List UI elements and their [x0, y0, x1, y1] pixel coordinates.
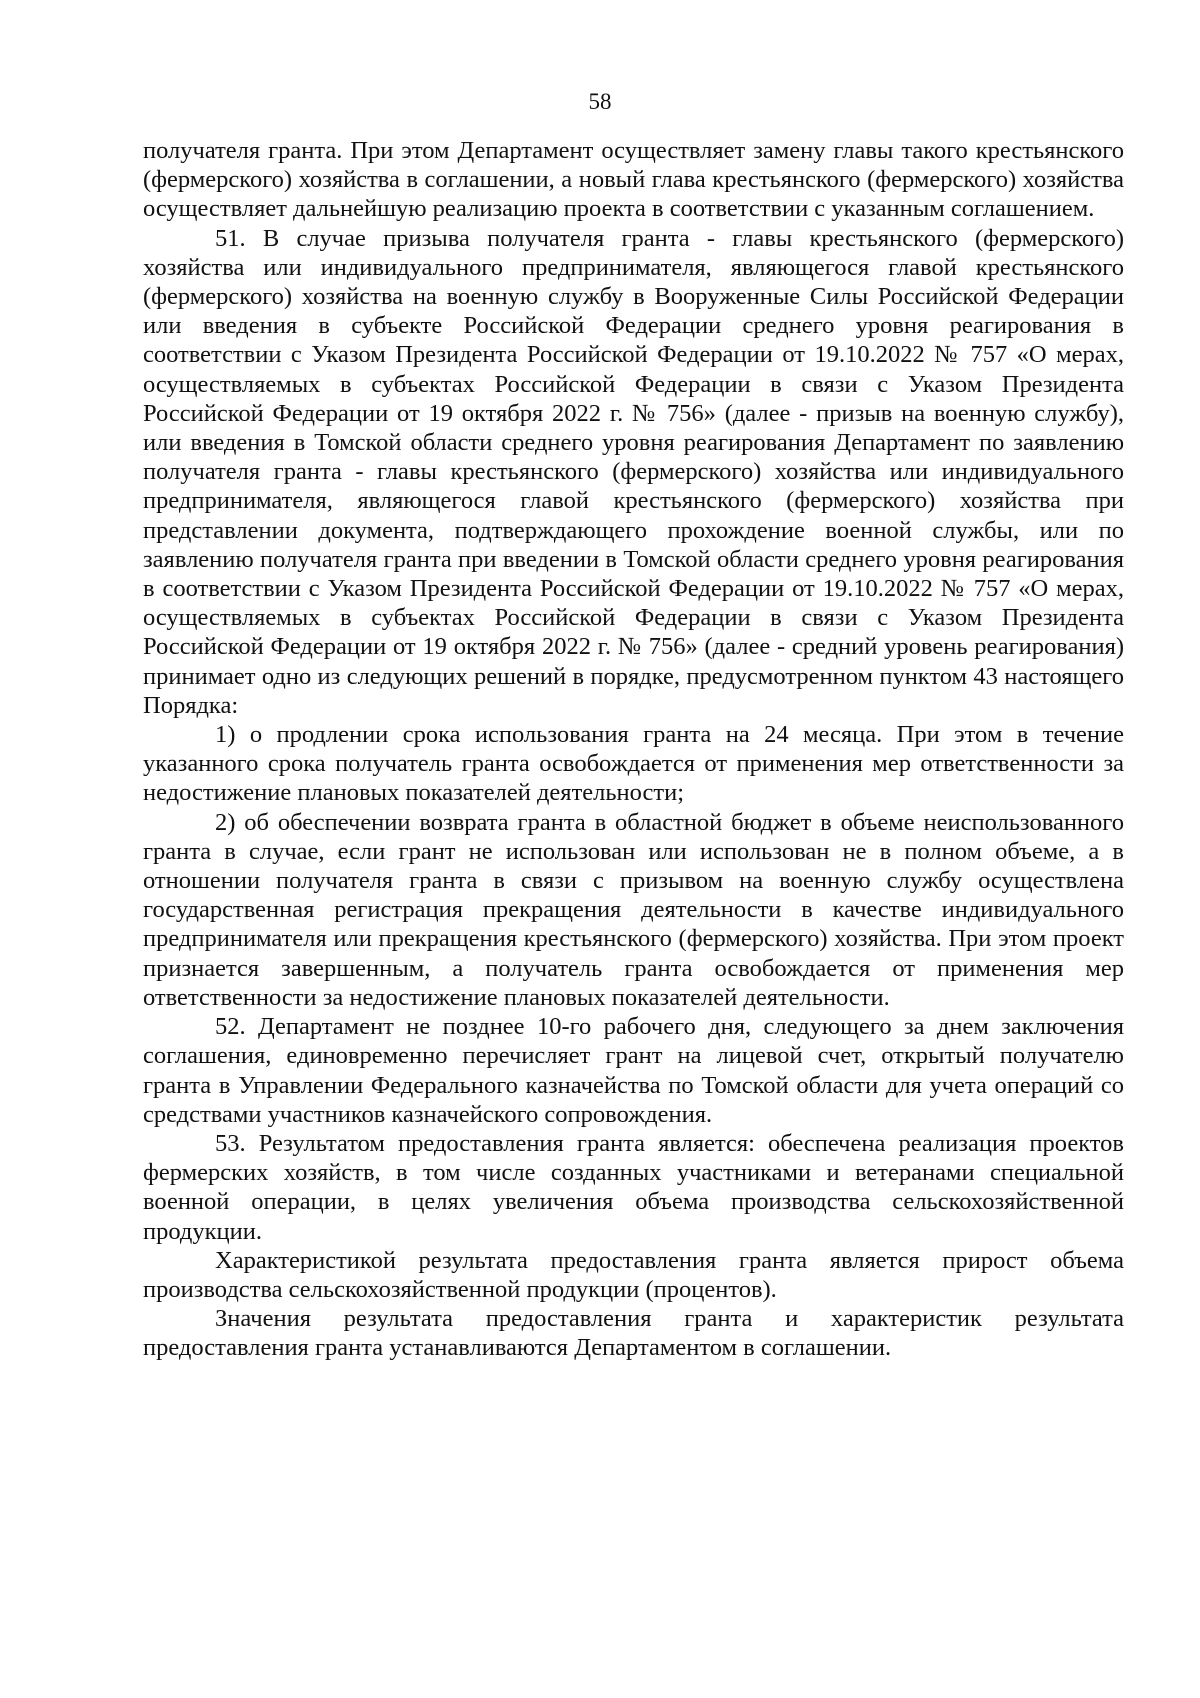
paragraph-subitem-2: 2) об обеспечении возврата гранта в областной бюджет в объеме неиспользованного гранта в случае, если грант не использован или использован не в полном объеме, а в отношении получателя гранта в связи с призывом на военную службу осуществлена государственная регистрация прекращения деятельности в качестве индивидуального предпринимателя или прекращения крестьянского (фермерского) хозяйства. При этом проект признается завершенным, а получатель гранта освобождается от применения мер ответственности за недостижение плановых показателей деятельности.	[143, 808, 1124, 1011]
paragraph-subitem-1: 1) о продлении срока использования гранта на 24 месяца. При этом в течение указанного срока получатель гранта освобождается от применения мер ответственности за недостижение плановых показателей деятельности;	[143, 721, 1124, 807]
paragraph-item-51: 51. В случае призыва получателя гранта - главы крестьянского (фермерского) хозяйства или индивидуального предпринимателя, являющегося главой крестьянского (фермерского) хозяйства на военную службу в Вооруженные Силы Российской Федерации или введения в субъекте Российской Федерации среднего уровня реагирования в соответствии с Указом Президента Российской Федерации от 19.10.2022 № 757 «О мерах, осуществляемых в субъектах Российской Федерации в связи с Указом Президента Российской Федерации от 19 октября 2022 г. № 756» (далее - призыв на военную службу), или введения в Томской области среднего уровня реагирования Департамент по заявлению получателя гранта - главы крестьянского (фермерского) хозяйства или индивидуального предпринимателя, являющегося главой крестьянского (фермерского) хозяйства при представлении документа, подтверждающего прохождение военной службы, или по заявлению получателя гранта при введении в Томской области среднего уровня реагирования в соответствии с Указом Президента Российской Федерации от 19.10.2022 № 757 «О мерах, осуществляемых в субъектах Российской Федерации в связи с Указом Президента Российской Федерации от 19 октября 2022 г. № 756» (далее - средний уровень реагирования) принимает одно из следующих решений в порядке, предусмотренном пунктом 43 настоящего Порядка:	[143, 224, 1124, 719]
page-number: 58	[588, 89, 612, 114]
document-body	[143, 136, 1124, 1363]
paragraph-result-values: Значения результата предоставления гранта и характеристик результата предоставления гранта устанавливаются Департаментом в соглашении.	[143, 1305, 1124, 1362]
paragraph-result-characteristic: Характеристикой результата предоставления гранта является прирост объема производства сельскохозяйственной продукции (процентов).	[143, 1246, 1124, 1303]
paragraph-item-53: 53. Результатом предоставления гранта является: обеспечена реализация проектов фермерских хозяйств, в том числе созданных участниками и ветеранами специальной военной операции, в целях увеличения объема производства сельскохозяйственной продукции.	[143, 1129, 1124, 1245]
paragraph-continuation: получателя гранта. При этом Департамент осуществляет замену главы такого крестьянского (фермерского) хозяйства в соглашении, а новый глава крестьянского (фермерского) хозяйства осуществляет дальнейшую реализацию проекта в соответствии с указанным соглашением.	[143, 137, 1124, 223]
paragraph-item-52: 52. Департамент не позднее 10-го рабочего дня, следующего за днем заключения соглашения, единовременно перечисляет грант на лицевой счет, открытый получателю гранта в Управлении Федерального казначейства по Томской области для учета операций со средствами участников казначейского сопровождения.	[143, 1013, 1124, 1128]
